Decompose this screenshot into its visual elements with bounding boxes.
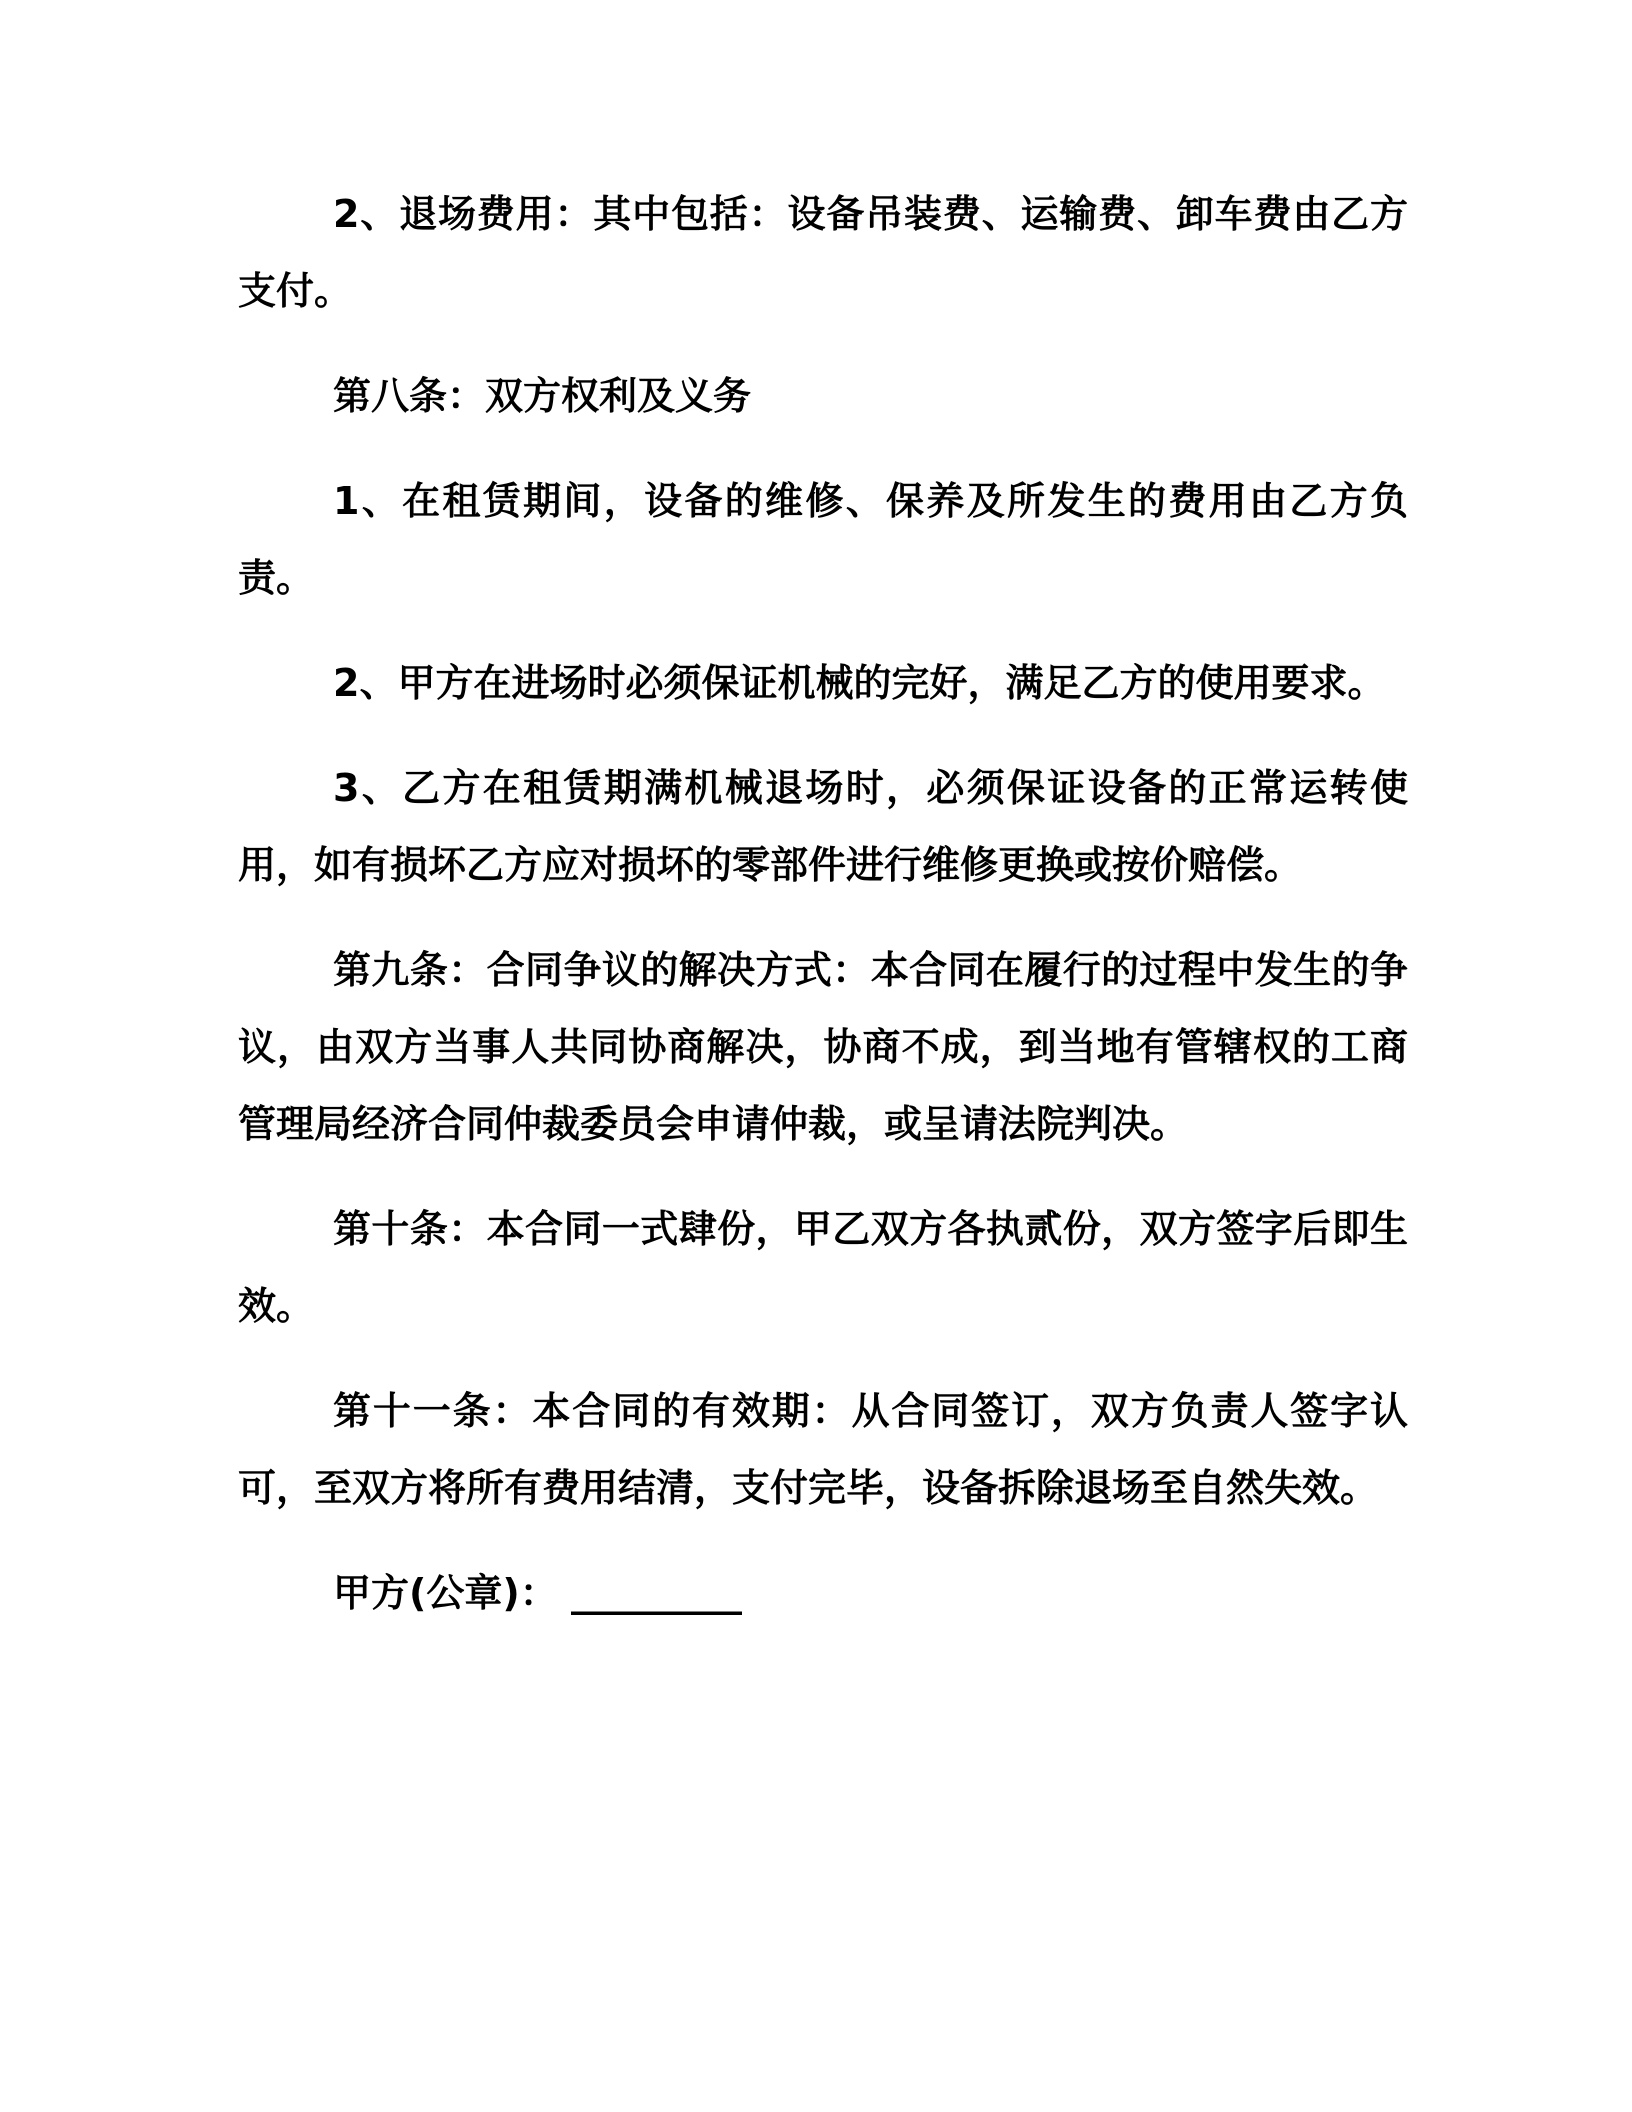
article-8-item-3: 3、乙方在租赁期满机械退场时，必须保证设备的正常运转使用，如有损坏乙方应对损坏的零部件进行维修更换或按价赔偿。 xyxy=(238,766,1408,887)
article-8-item-2: 2、甲方在进场时必须保证机械的完好，满足乙方的使用要求。 xyxy=(333,661,1386,705)
article-11-validity: 第十一条：本合同的有效期：从合同签订，双方负责人签字认可，至双方将所有费用结清，支付完毕，设备拆除退场至自然失效。 xyxy=(238,1389,1408,1510)
article-8-item-1: 1、在租赁期间，设备的维修、保养及所发生的费用由乙方负责。 xyxy=(238,479,1408,600)
clause-exit-fee: 2、退场费用：其中包括：设备吊装费、运输费、卸车费由乙方支付。 xyxy=(238,192,1408,313)
article-8-heading: 第八条：双方权利及义务 xyxy=(333,374,752,418)
contract-body xyxy=(238,0,1408,1660)
article-10-copies: 第十条：本合同一式肆份，甲乙双方各执贰份，双方签字后即生效。 xyxy=(238,1207,1408,1328)
article-9-dispute-resolution: 第九条：合同争议的解决方式：本合同在履行的过程中发生的争议，由双方当事人共同协商解决，协商不成，到当地有管辖权的工商管理局经济合同仲裁委员会申请仲裁，或呈请法院判决。 xyxy=(238,948,1408,1146)
party-a-seal-line: 甲方(公章)： _________ xyxy=(333,1571,742,1615)
